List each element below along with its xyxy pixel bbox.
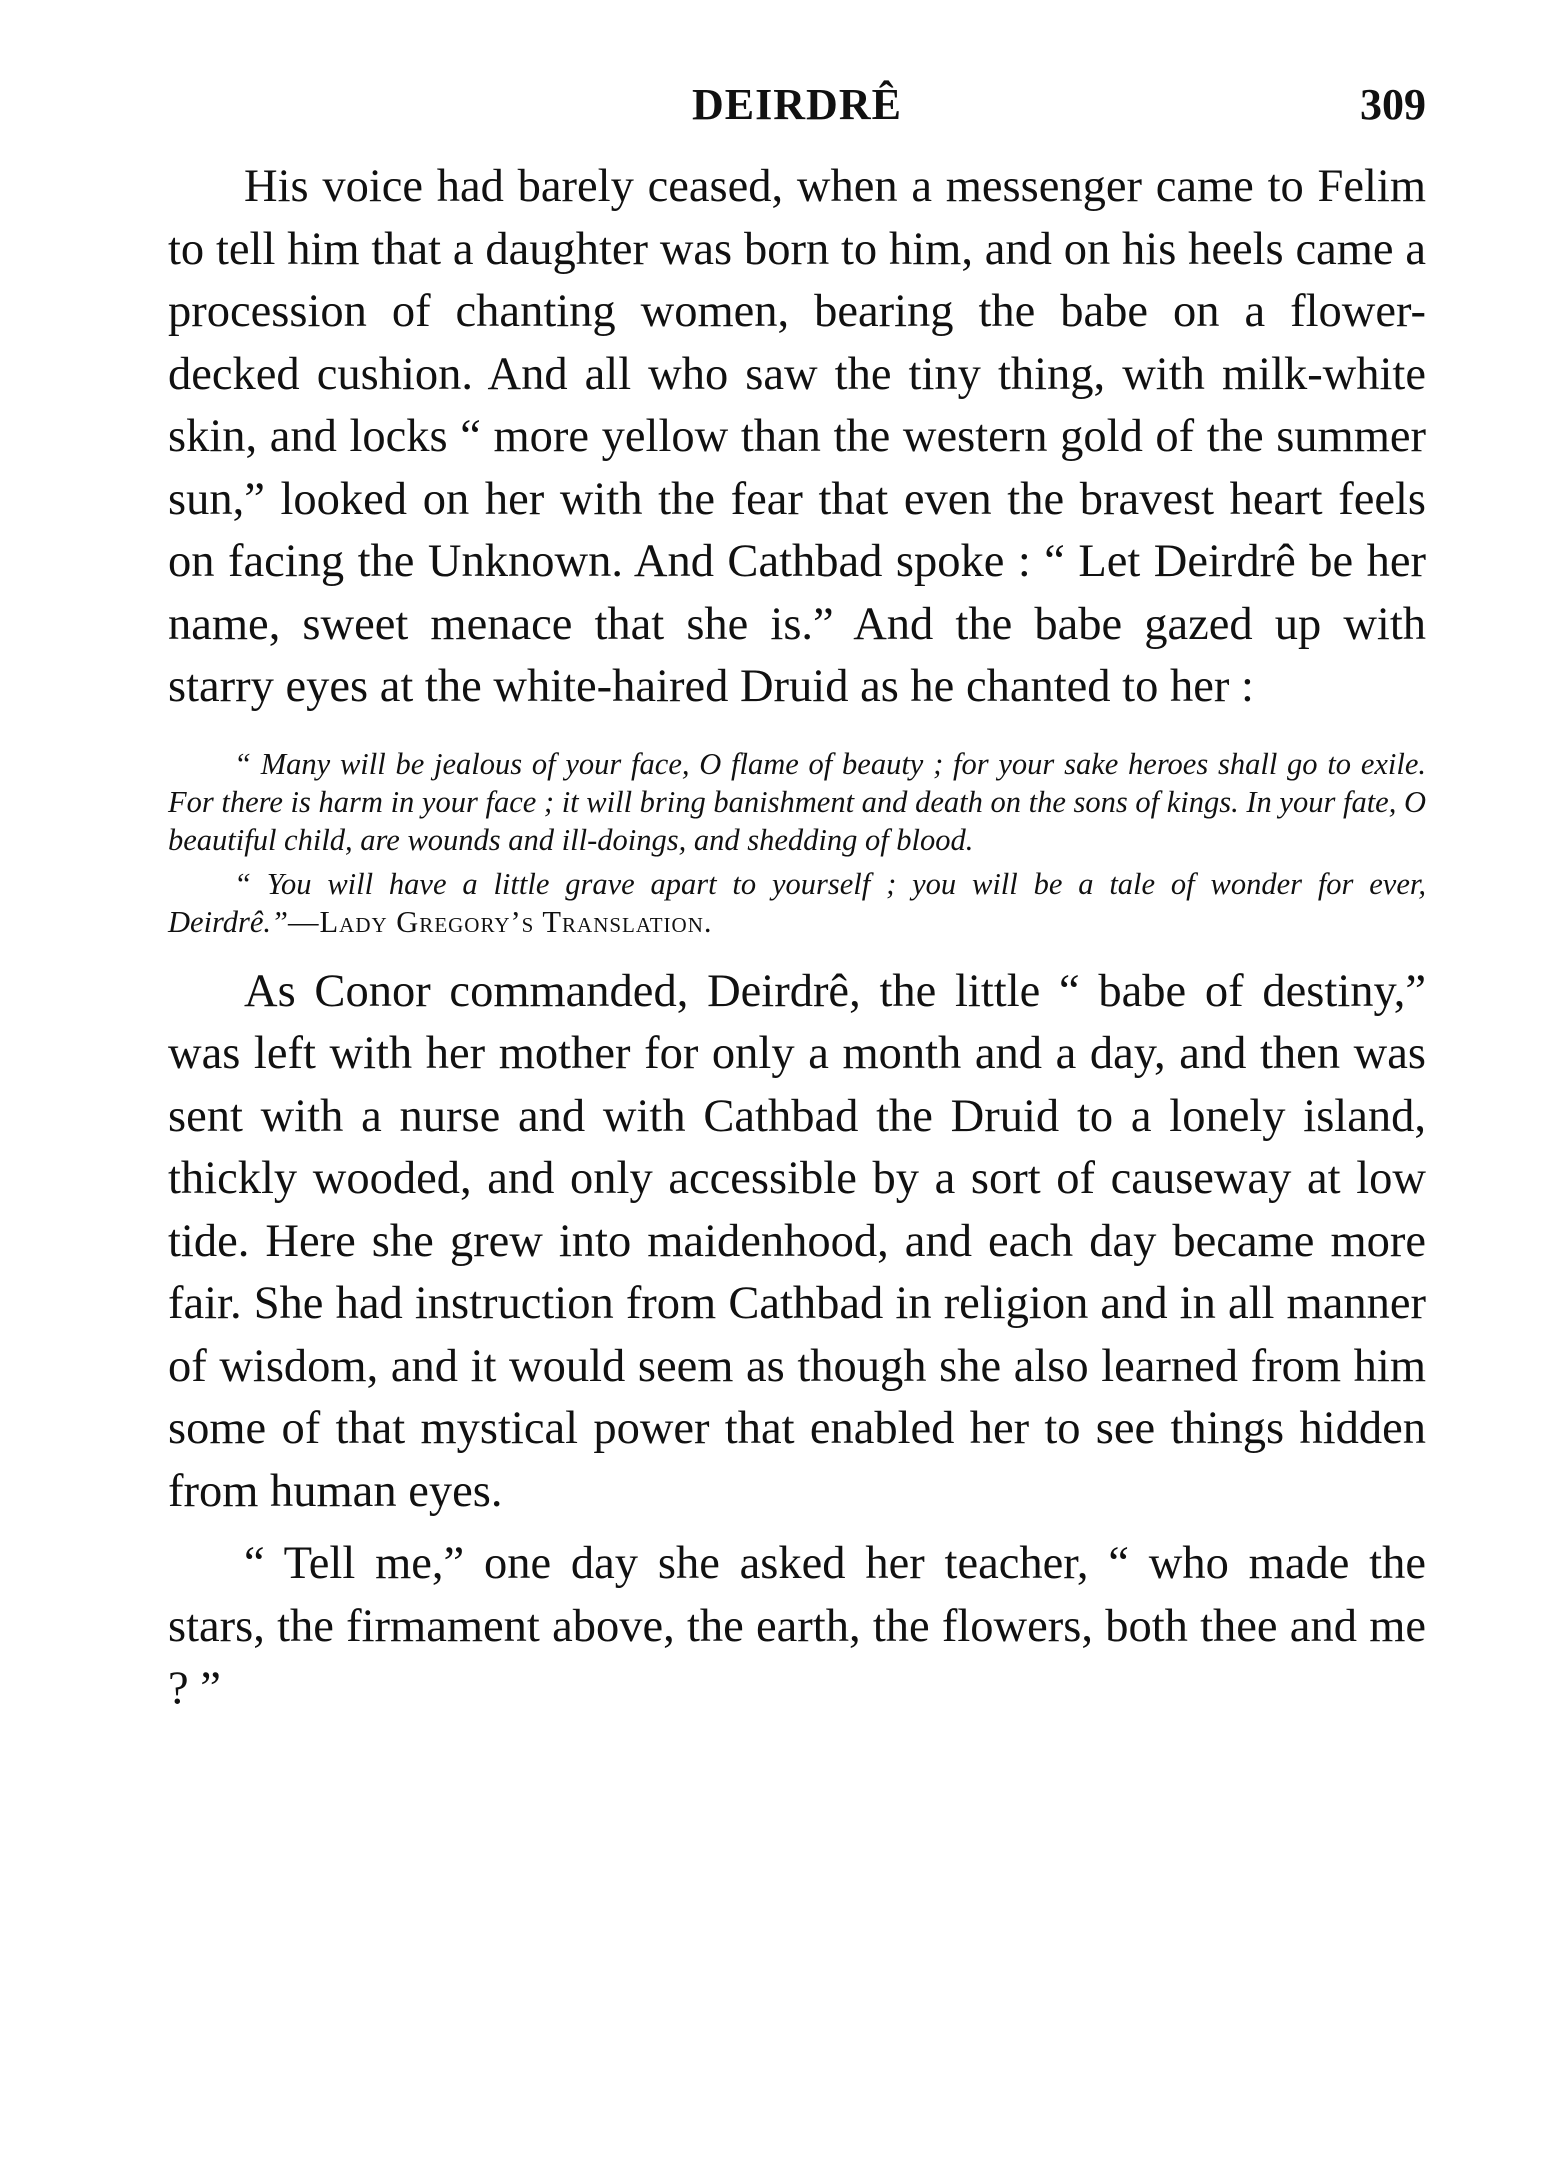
- body-paragraph-2: As Conor commanded, Deirdrê, the little “ babe of destiny,” was left with her mother for only a month and a day, and then was sent with a nurse and with Cathbad the Druid to a lonely island, thickly wooded, and only accessible by a sort of causeway at low tide. Here she grew into maidenhood, and each day became more fair. She had instruction from Cathbad in religion and in all manner of wisdom, and it would seem as though she also learned from him some of that mystical power that enabled her to see things hidden from human eyes.: [168, 965, 1426, 1517]
- quote-attribution: —Lady Gregory’s Translation.: [288, 904, 713, 939]
- page-number: 309: [1360, 80, 1426, 129]
- block-quote-1: “ Many will be jealous of your face, O flame of beauty ; for your sake heroes shall go to exile. For there is harm in your face ; it will bring banishment and death on the sons of kings. In your fate, O beautiful child, are wounds and ill-doings, and shedding of blood.: [168, 746, 1426, 857]
- body-paragraph-3: “ Tell me,” one day she asked her teacher, “ who made the stars, the firmament above, the earth, the flowers, both thee and me ? ”: [168, 1538, 1426, 1714]
- book-page: [168, 70, 1426, 1721]
- running-title: DEIRDRÊ: [692, 80, 902, 129]
- body-paragraph-1: His voice had barely ceased, when a messenger came to Felim to tell him that a daughter was born to him, and on his heels came a procession of chanting women, bearing the babe on a flower-decked cushion. And all who saw the tiny thing, with milk-white skin, and locks “ more yellow than the western gold of the summer sun,” looked on her with the fear that even the bravest heart feels on facing the Unknown. And Cathbad spoke : “ Let Deirdrê be her name, sweet menace that she is.” And the babe gazed up with starry eyes at the white-haired Druid as he chanted to her :: [168, 161, 1426, 712]
- block-quote-2: [168, 865, 1426, 941]
- page-header: [168, 70, 1426, 140]
- block-quote-2-text: “ You will have a little grave apart to yourself ; you will be a tale of wonder for ever, Deirdrê.”: [168, 866, 1426, 939]
